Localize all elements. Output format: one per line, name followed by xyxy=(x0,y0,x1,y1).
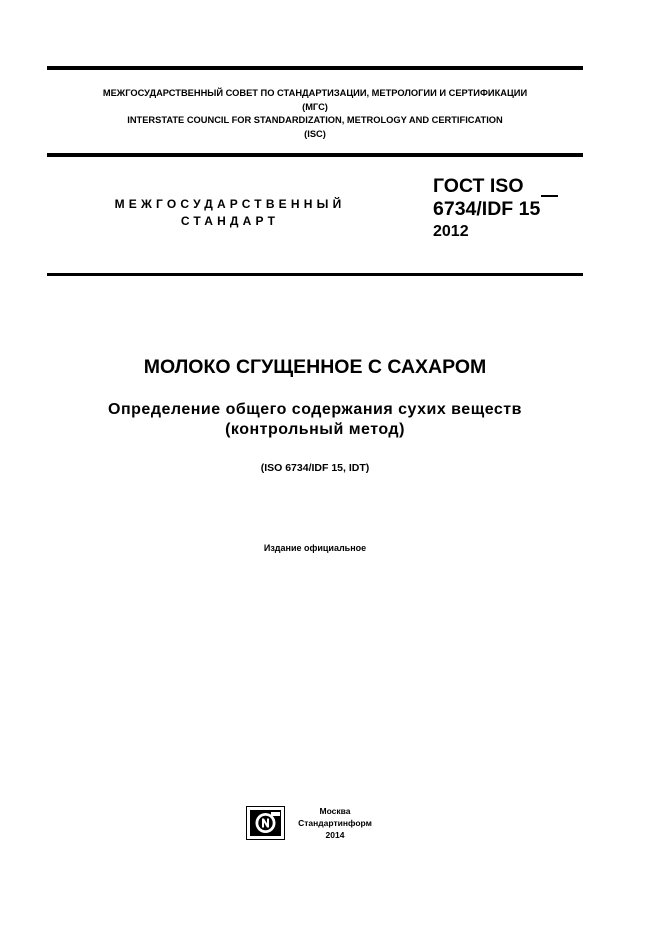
edition-note: Издание официальное xyxy=(263,543,367,553)
designation-year: 2012 xyxy=(433,223,469,240)
header-rule xyxy=(47,153,583,157)
designation-rule xyxy=(47,273,583,276)
council-abbr-en: (ISC) xyxy=(304,128,326,139)
subtitle-line1: Определение общего содержания сухих веществ xyxy=(108,401,522,418)
designation-line2-wrap xyxy=(433,198,560,221)
document-title: МОЛОКО СГУЩЕННОЕ С САХАРОМ xyxy=(143,356,487,378)
council-header xyxy=(47,87,583,141)
document-subtitle xyxy=(40,400,590,440)
publisher-year: 2014 xyxy=(325,830,345,840)
standard-type xyxy=(80,196,380,229)
council-name-ru: МЕЖГОСУДАРСТВЕННЫЙ СОВЕТ ПО СТАНДАРТИЗАЦИИ, МЕТРОЛОГИИ И СЕРТИФИКАЦИИ xyxy=(102,88,528,98)
publisher-city: Москва xyxy=(319,806,351,816)
standard-type-line1: МЕЖГОСУДАРСТВЕННЫЙ xyxy=(114,197,346,211)
standard-type-line2: СТАНДАРТ xyxy=(180,213,280,228)
standartinform-logo-icon xyxy=(246,806,285,840)
publisher-info xyxy=(293,805,377,841)
designation-line1: ГОСТ ISO xyxy=(433,175,524,197)
designation-dash xyxy=(540,205,560,215)
council-abbr-ru: (МГС) xyxy=(302,101,328,112)
standard-designation xyxy=(433,175,560,241)
subtitle-line2: (контрольный метод) xyxy=(225,421,405,438)
top-rule xyxy=(47,66,583,70)
designation-line2: 6734/IDF 15 xyxy=(433,198,541,220)
council-name-en: INTERSTATE COUNCIL FOR STANDARDIZATION, METROLOGY AND CERTIFICATION xyxy=(127,115,503,125)
publisher-name: Стандартинформ xyxy=(298,818,372,828)
iso-reference: (ISO 6734/IDF 15, IDT) xyxy=(260,462,370,474)
